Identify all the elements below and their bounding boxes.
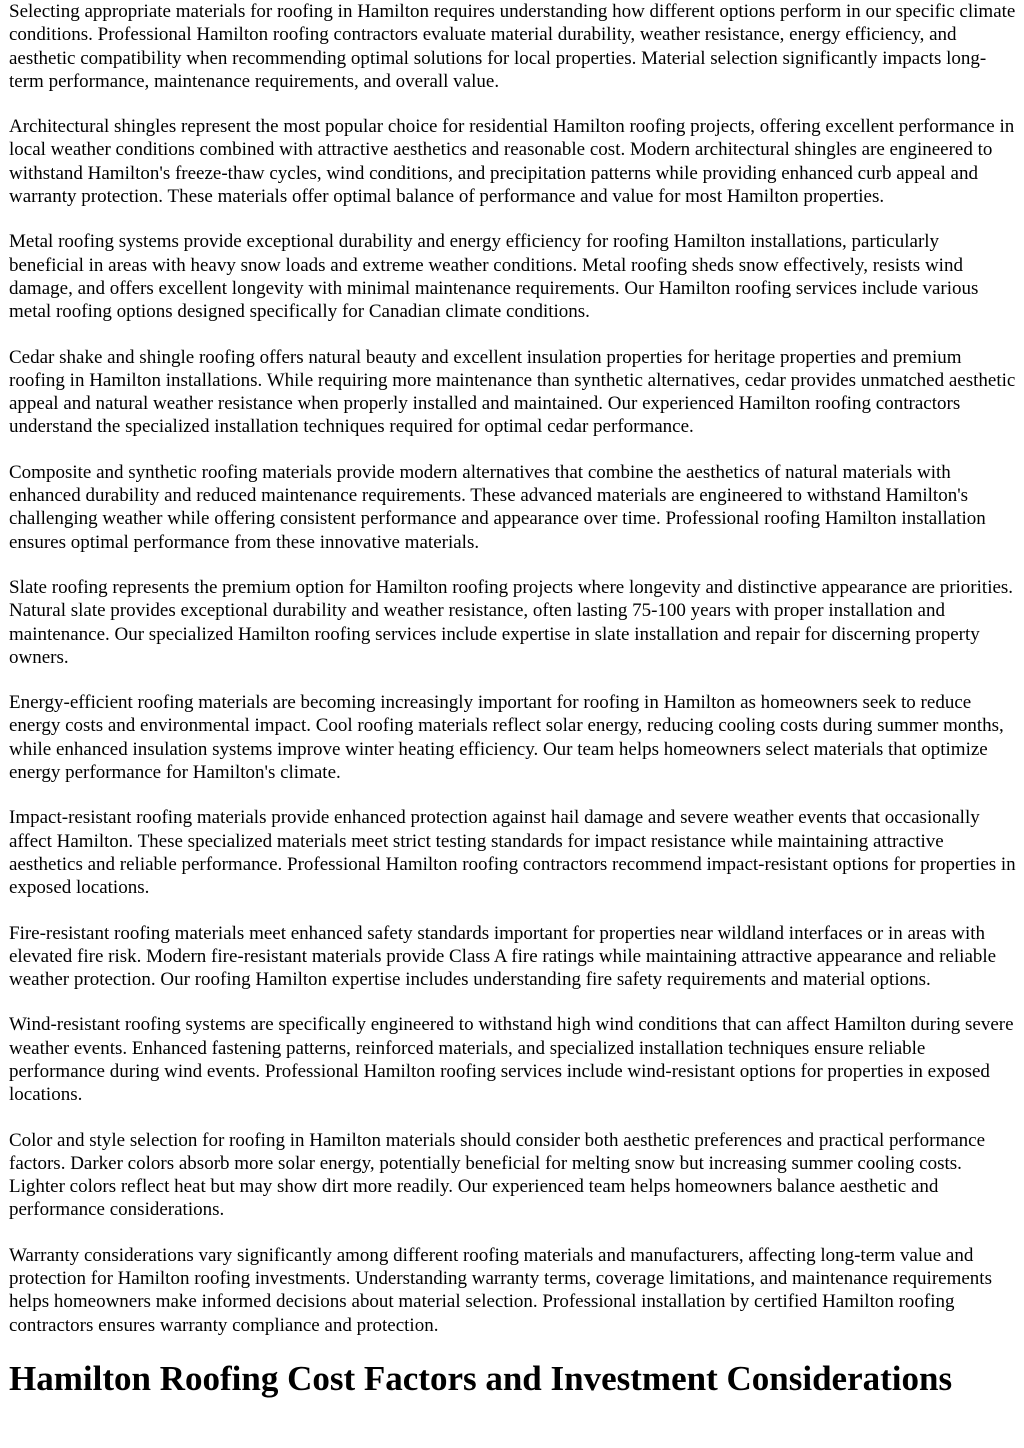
paragraph-impact-resistant: Impact-resistant roofing materials provide enhanced protection against hail damage and severe weather events that occasionally affect Hamilton. These specialized materials meet strict testing standards for impact resistance while maintaining attractive aesthetics and reliable performance. Professional Hamilton roofing contractors recommend impact-resistant options for properties in exposed locations. <box>9 807 1016 899</box>
paragraph-wind-resistant: Wind-resistant roofing systems are specifically engineered to withstand high wind conditions that can affect Hamilton during severe weather events. Enhanced fastening patterns, reinforced materials, and specialized installation techniques ensure reliable performance during wind events. Professional Hamilton roofing services include wind-resistant options for properties in exposed locations. <box>9 1014 1014 1106</box>
paragraph-energy-efficient: Energy-efficient roofing materials are becoming increasingly important for roofing in Hamilton as homeowners seek to reduce energy costs and environmental impact. Cool roofing materials reflect solar energy, reducing cooling costs during summer months, while enhanced insulation systems improve winter heating efficiency. Our team helps homeowners select materials that optimize energy performance for Hamilton's climate. <box>9 692 1004 784</box>
paragraph-slate-roofing: Slate roofing represents the premium option for Hamilton roofing projects where longevity and distinctive appearance are priorities. Natural slate provides exceptional durability and weather resistance, often lasting 75-100 years with proper installation and maintenance. Our specialized Hamilton roofing services include expertise in slate installation and repair for discerning property owners. <box>9 576 1014 668</box>
paragraph-color-style: Color and style selection for roofing in Hamilton materials should consider both aesthetic preferences and practical performance factors. Darker colors absorb more solar energy, potentially beneficial for melting snow but increasing summer cooling costs. Lighter colors reflect heat but may show dirt more readily. Our experienced team helps homeowners balance aesthetic and performance considerations. <box>9 1129 986 1221</box>
paragraph-fire-resistant: Fire-resistant roofing materials meet enhanced safety standards important for properties near wildland interfaces or in areas with elevated fire risk. Modern fire-resistant materials provide Class A fire ratings while maintaining attractive appearance and reliable weather protection. Our roofing Hamilton expertise includes understanding fire safety requirements and material options. <box>9 922 997 991</box>
paragraph-cedar-shake: Cedar shake and shingle roofing offers natural beauty and excellent insulation properties for heritage properties and premium roofing in Hamilton installations. While requiring more maintenance than synthetic alternatives, cedar provides unmatched aesthetic appeal and natural weather resistance when properly installed and maintained. Our experienced Hamilton roofing contractors understand the specialized installation techniques required for optimal cedar performance. <box>9 346 1016 438</box>
section-heading-cost-factors: Hamilton Roofing Cost Factors and Investment Considerations <box>9 1358 953 1398</box>
paragraph-metal-roofing: Metal roofing systems provide exceptional durability and energy efficiency for roofing Hamilton installations, particularly beneficial in areas with heavy snow loads and extreme weather conditions. Metal roofing sheds snow effectively, resists wind damage, and offers excellent longevity with minimal maintenance requirements. Our Hamilton roofing services include various metal roofing options designed specifically for Canadian climate conditions. <box>9 231 979 323</box>
paragraph-material-selection: Selecting appropriate materials for roofing in Hamilton requires understanding how different options perform in our specific climate conditions. Professional Hamilton roofing contractors evaluate material durability, weather resistance, energy efficiency, and aesthetic compatibility when recommending optimal solutions for local properties. Material selection significantly impacts long-term performance, maintenance requirements, and overall value. <box>9 1 1016 92</box>
paragraph-architectural-shingles: Architectural shingles represent the most popular choice for residential Hamilton roofing projects, offering excellent performance in local weather conditions combined with attractive aesthetics and reasonable cost. Modern architectural shingles are engineered to withstand Hamilton's freeze-thaw cycles, wind conditions, and precipitation patterns while providing enhanced curb appeal and warranty protection. These materials offer optimal balance of performance and value for most Hamilton properties. <box>9 116 1015 208</box>
paragraph-warranty: Warranty considerations vary significantly among different roofing materials and manufacturers, affecting long-term value and protection for Hamilton roofing investments. Understanding warranty terms, coverage limitations, and maintenance requirements helps homeowners make informed decisions about material selection. Professional installation by certified Hamilton roofing contractors ensures warranty compliance and protection. <box>9 1244 992 1336</box>
paragraph-composite-synthetic: Composite and synthetic roofing materials provide modern alternatives that combine the aesthetics of natural materials with enhanced durability and reduced maintenance requirements. These advanced materials are engineered to withstand Hamilton's challenging weather while offering consistent performance and appearance over time. Professional roofing Hamilton installation ensures optimal performance from these innovative materials. <box>9 461 986 553</box>
